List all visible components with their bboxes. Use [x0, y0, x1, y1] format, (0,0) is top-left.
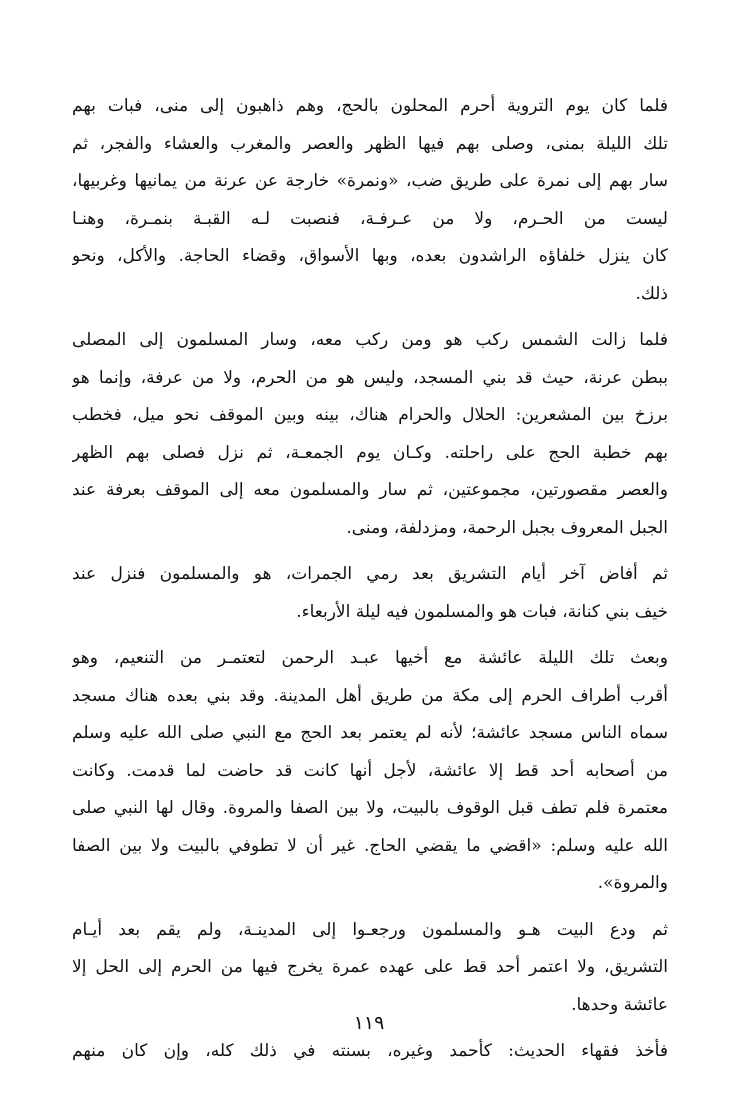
text-line: معتمرة فلم تطف قبل الوقوف بالبيت، ولا بين الصفا والمروة. وقال لها النبي صلى: [72, 798, 668, 818]
text-line: أقرب أطراف الحرم إلى مكة من طريق أهل المدينة. وقد بني بعده هناك مسجد: [72, 685, 668, 706]
text-line: برزخ بين المشعرين: الحلال والحرام هناك، بينه وبين الموقف نحو ميل، فخطب: [72, 405, 668, 425]
text-line: ببطن عرنة، حيث قد بني المسجد، وليس هو من الحرم، ولا من عرفة، وإنما هو: [72, 367, 668, 388]
text-line: من أصحابه أحد قط إلا عائشة، لأجل أنها كانت قد حاضت لما قدمت. وكانت: [72, 760, 668, 781]
text-line: ليست من الحـرم، ولا من عـرفـة، فنصبت لـه القبـة بنمـرة، وهنـا: [72, 208, 668, 229]
paragraph-tashreeq-departure: [72, 556, 668, 631]
text-line: ثم ودع البيت هـو والمسلمون ورجعـوا إلى المدينـة، ولم يقم بعد أيـام: [72, 919, 668, 940]
text-line: فأخذ فقهاء الحديث: كأحمد وغيره، بسنته في ذلك كله، وإن كان منهم: [72, 1041, 668, 1061]
text-line: عائشة وحدها.: [571, 994, 668, 1015]
text-line: فلما زالت الشمس ركب هو ومن ركب معه، وسار المسلمون إلى المصلى: [72, 330, 668, 350]
text-line: الله عليه وسلم: «اقضي ما يقضي الحاج. غير أن لا تطوفي بالبيت ولا بين الصفا: [72, 835, 668, 856]
text-line: سماه الناس مسجد عائشة؛ لأنه لم يعتمر بعد الحج مع النبي صلى الله عليه وسلم: [72, 723, 668, 743]
paragraph-tarwiya-day: [72, 88, 668, 313]
text-line: ذلك.: [635, 283, 668, 304]
text-line: الجبل المعروف بجبل الرحمة، ومزدلفة، ومنى.: [346, 517, 668, 538]
text-line: والمروة».: [597, 873, 668, 893]
paragraph-arafah-sermon: [72, 322, 668, 547]
page-body: [72, 88, 668, 1080]
text-line: فلما كان يوم التروية أحرم المحلون بالحج، وهم ذاهبون إلى منى، فبات بهم: [72, 96, 668, 116]
text-line: سار بهم إلى نمرة على طريق ضب، «ونمرة» خارجة عن عرنة من يمانيها وغربيها،: [72, 171, 668, 191]
text-line: وبعث تلك الليلة عائشة مع أخيها عبـد الرحمن لتعتمـر من التنعيم، وهو: [72, 648, 668, 668]
text-line: بهم خطبة الحج على راحلته. وكـان يوم الجمعـة، ثم نزل فصلى بهم الظهر: [72, 442, 668, 463]
text-line: ثم أفاض آخر أيام التشريق بعد رمي الجمرات، هو والمسلمون فنزل عند: [72, 564, 668, 584]
text-line: خيف بني كنانة، فبات هو والمسلمون فيه ليلة الأربعاء.: [296, 601, 668, 622]
paragraph-aisha-umrah: [72, 640, 668, 903]
text-line: تلك الليلة بمنى، وصلى بهم فيها الظهر والعصر والمغرب والعشاء والفجر، ثم: [72, 133, 668, 154]
text-line: كان ينزل خلفاؤه الراشدون بعده، وبها الأسواق، وقضاء الحاجة. والأكل، ونحو: [72, 246, 668, 266]
paragraph-farewell: [72, 912, 668, 1025]
text-line: التشريق، ولا اعتمر أحد قط على عهده عمرة يخرج فيها من الحرم إلى الحل إلا: [72, 957, 668, 977]
page-number: ١١٩: [353, 1012, 385, 1034]
text-line: والعصر مقصورتين، مجموعتين، ثم سار والمسلمون معه إلى الموقف بعرفة عند: [72, 480, 668, 500]
paragraph-hadith-jurists: [72, 1033, 668, 1071]
